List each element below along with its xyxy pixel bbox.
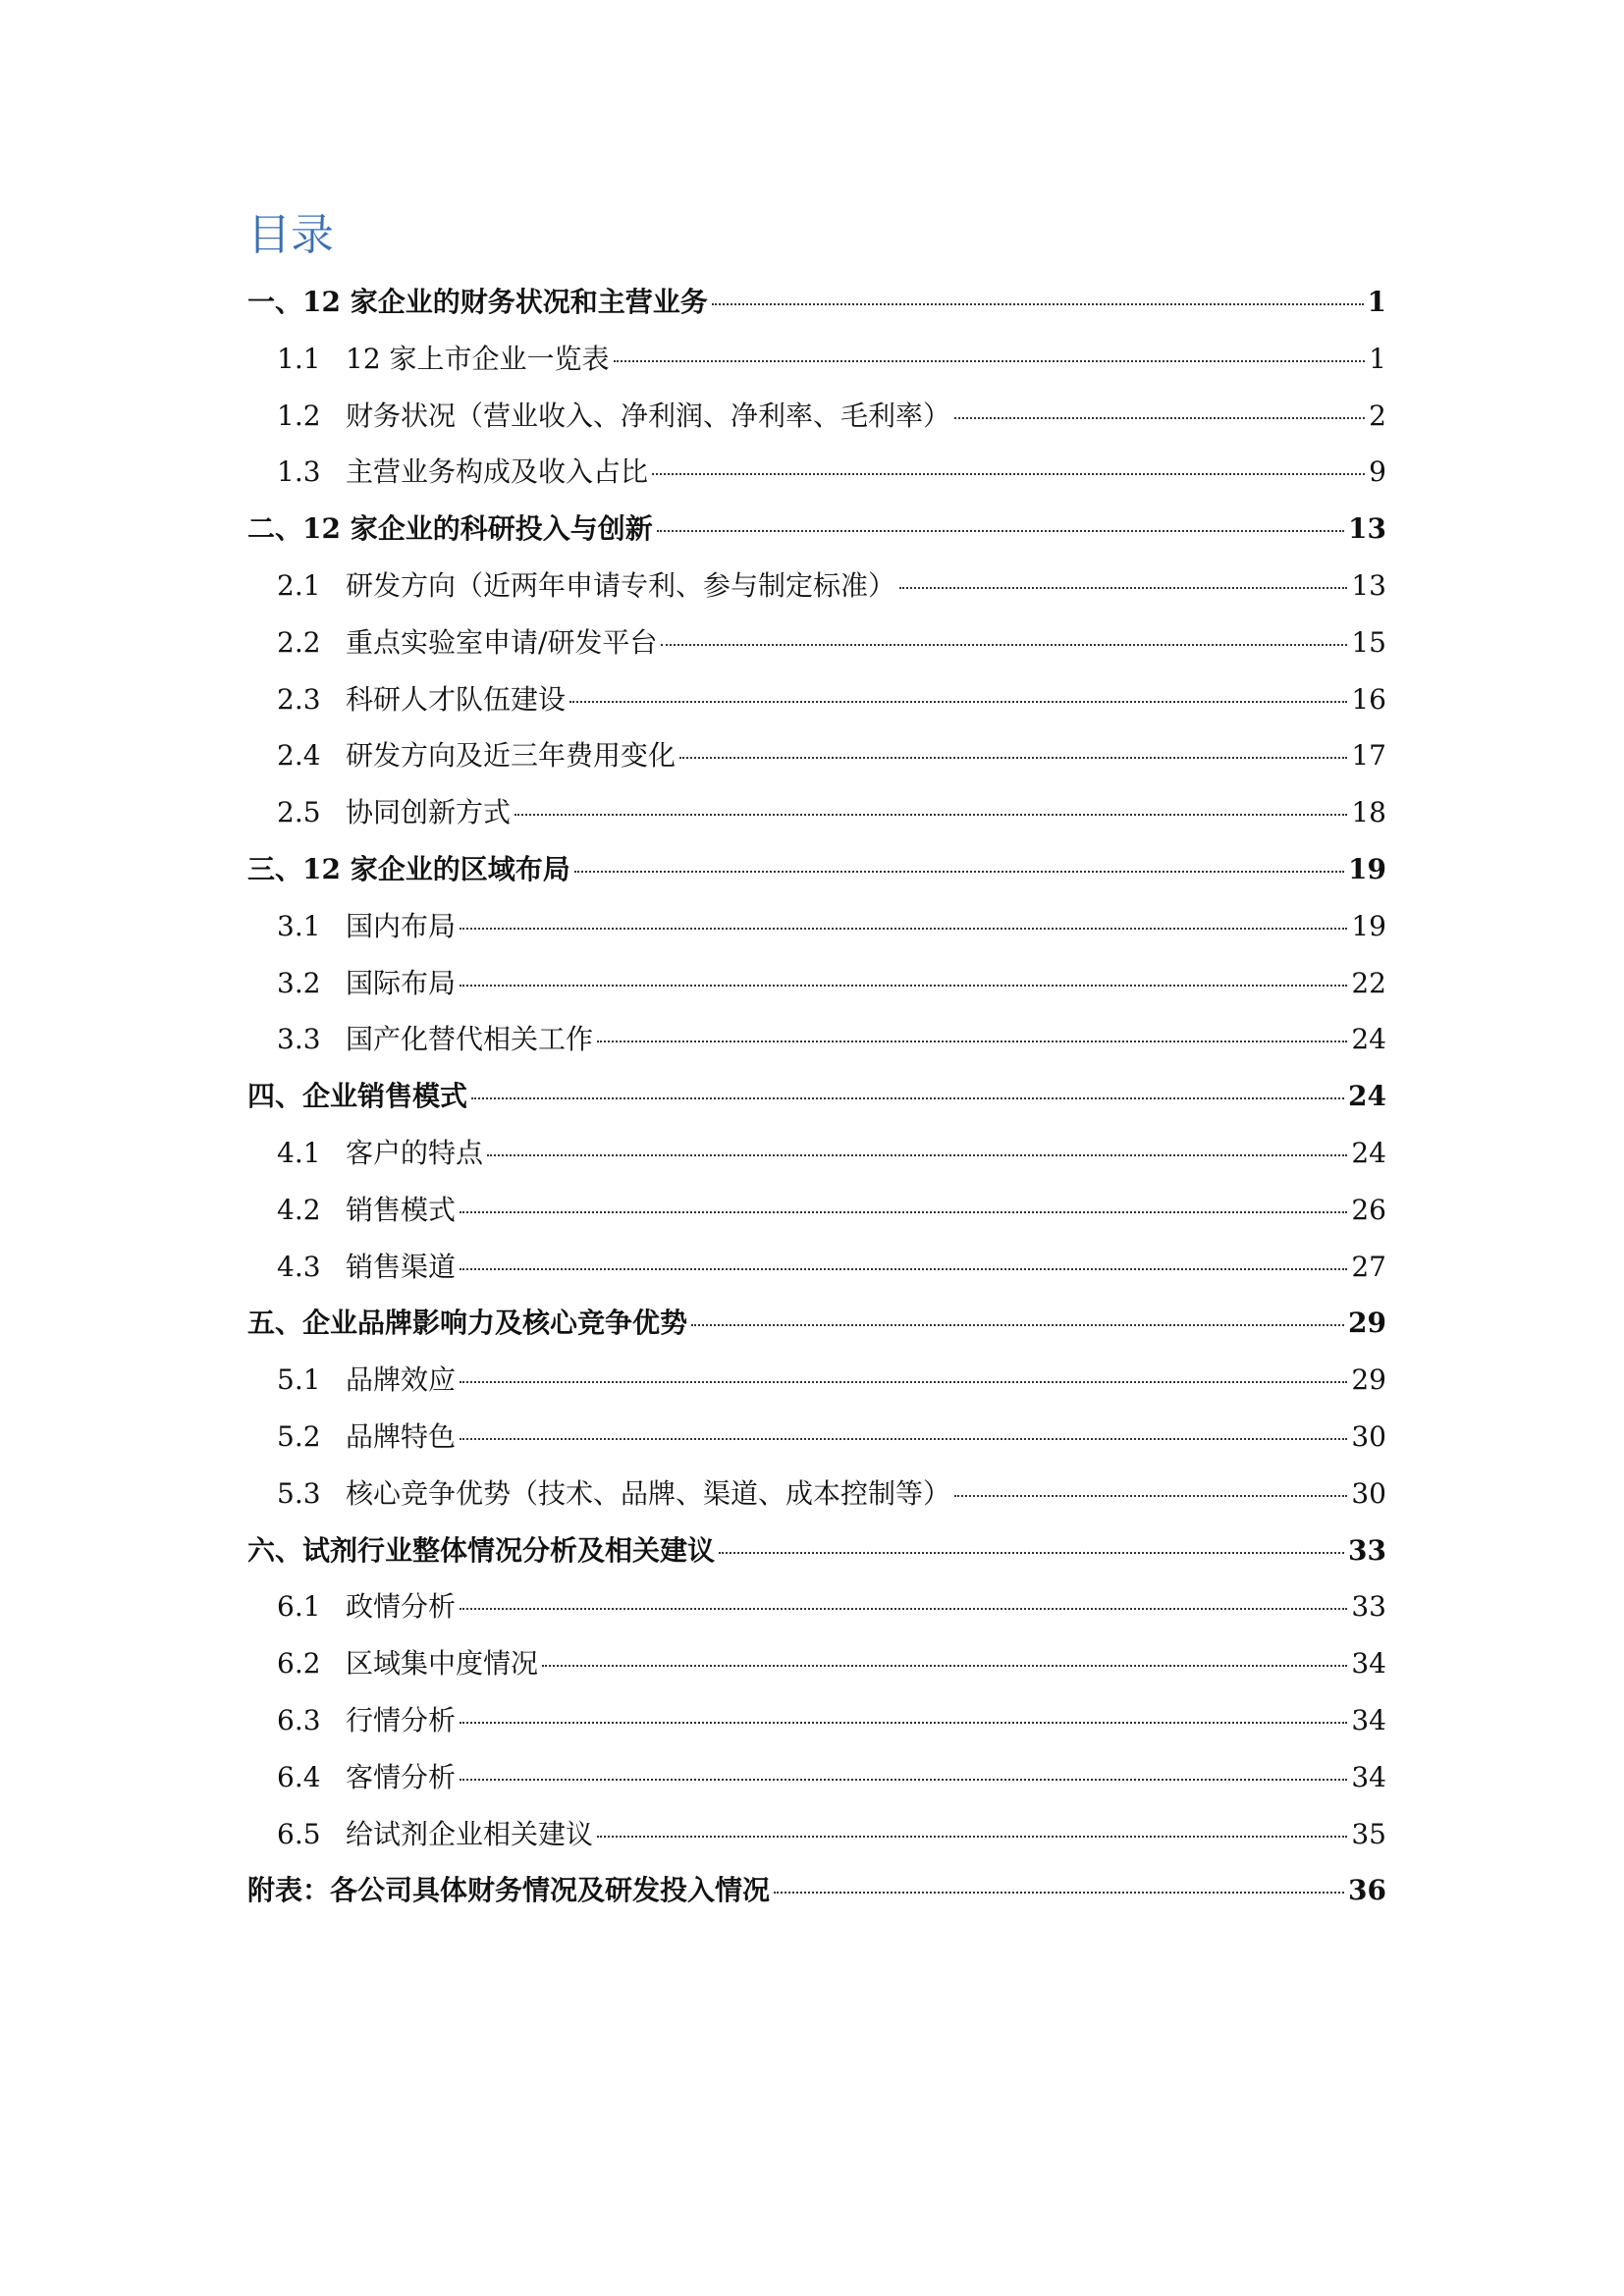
- toc-section-number: 5.1: [277, 1363, 321, 1397]
- toc-chapter-entry[interactable]: [247, 507, 1386, 564]
- toc-page-number: 26: [1351, 1193, 1386, 1226]
- toc-section-number: 1.3: [277, 455, 321, 489]
- toc-section-entry[interactable]: [247, 1756, 1386, 1813]
- toc-entry-text: 行情分析: [346, 1703, 457, 1736]
- toc-entry-text: 区域集中度情况: [346, 1647, 539, 1681]
- toc-dot-leader: [460, 1381, 1347, 1383]
- toc-page-number: 29: [1351, 1363, 1386, 1397]
- toc-dot-leader: [774, 1892, 1344, 1894]
- toc-dot-leader: [661, 644, 1347, 646]
- toc-section-number: 4.3: [277, 1250, 321, 1283]
- toc-page-number: 17: [1351, 739, 1386, 773]
- toc-entry-text: 五、企业品牌影响力及核心竞争优势: [247, 1307, 688, 1340]
- toc-section-entry[interactable]: [247, 905, 1386, 962]
- toc-chapter-entry[interactable]: [247, 1529, 1386, 1586]
- toc-page-number: 30: [1351, 1419, 1386, 1453]
- toc-dot-leader: [954, 417, 1365, 419]
- toc-dot-leader: [460, 1268, 1347, 1270]
- toc-chapter-entry[interactable]: [247, 1075, 1386, 1132]
- toc-dot-leader: [460, 1211, 1347, 1213]
- toc-dot-leader: [460, 928, 1347, 930]
- toc-dot-leader: [597, 1041, 1347, 1042]
- toc-dot-leader: [487, 1154, 1347, 1156]
- toc-entry-text: 研发方向及近三年费用变化: [346, 739, 677, 773]
- toc-dot-leader: [691, 1324, 1344, 1326]
- toc-section-entry[interactable]: [247, 564, 1386, 621]
- toc-section-entry[interactable]: [247, 962, 1386, 1019]
- toc-entry-text: 客户的特点: [346, 1136, 484, 1169]
- toc-entry-text: 三、12 家企业的区域布局: [247, 852, 570, 885]
- toc-dot-leader: [460, 1438, 1347, 1440]
- toc-page-number: 2: [1369, 399, 1386, 432]
- toc-title: 目录: [247, 210, 334, 260]
- toc-entry-text: 二、12 家企业的科研投入与创新: [247, 512, 653, 546]
- toc-page-number: 13: [1351, 568, 1386, 602]
- toc-chapter-entry[interactable]: [247, 281, 1386, 338]
- toc-section-entry[interactable]: [247, 395, 1386, 452]
- toc-page-number: 33: [1348, 1533, 1386, 1567]
- toc-dot-leader: [899, 587, 1347, 589]
- toc-chapter-entry[interactable]: [247, 1302, 1386, 1359]
- toc-section-entry[interactable]: [247, 1813, 1386, 1870]
- toc-section-entry[interactable]: [247, 734, 1386, 791]
- toc-dot-leader: [652, 473, 1365, 475]
- toc-entry-text: 附表：各公司具体财务情况及研发投入情况: [247, 1874, 771, 1907]
- toc-dot-leader: [514, 814, 1347, 816]
- toc-section-entry[interactable]: [247, 678, 1386, 735]
- toc-section-entry[interactable]: [247, 1189, 1386, 1246]
- toc-entry-text: 研发方向（近两年申请专利、参与制定标准）: [346, 568, 896, 602]
- toc-dot-leader: [460, 985, 1347, 987]
- toc-dot-leader: [679, 757, 1347, 759]
- toc-section-number: 5.3: [277, 1476, 321, 1510]
- toc-dot-leader: [460, 1779, 1347, 1781]
- toc-dot-leader: [712, 303, 1364, 305]
- toc-page-number: 22: [1351, 966, 1386, 999]
- toc-page-number: 27: [1351, 1250, 1386, 1283]
- toc-dot-leader: [460, 1608, 1347, 1610]
- toc-page-number: 18: [1351, 796, 1386, 829]
- toc-dot-leader: [574, 871, 1344, 873]
- toc-section-number: 6.4: [277, 1760, 321, 1793]
- toc-section-number: 3.1: [277, 909, 321, 942]
- toc-page-number: 34: [1351, 1760, 1386, 1793]
- toc-page-number: 1: [1369, 342, 1386, 375]
- toc-section-number: 6.1: [277, 1590, 321, 1624]
- toc-entry-text: 12 家上市企业一览表: [346, 342, 610, 375]
- toc-section-number: 6.3: [277, 1703, 321, 1736]
- toc-dot-leader: [460, 1722, 1347, 1724]
- toc-page-number: 24: [1351, 1023, 1386, 1056]
- toc-section-number: 6.2: [277, 1647, 321, 1681]
- toc-page-number: 9: [1369, 455, 1386, 489]
- toc-section-number: 4.1: [277, 1136, 321, 1169]
- toc-entry-text: 六、试剂行业整体情况分析及相关建议: [247, 1533, 716, 1567]
- toc-chapter-entry[interactable]: [247, 848, 1386, 905]
- toc-entry-text: 政情分析: [346, 1590, 457, 1624]
- toc-section-entry[interactable]: [247, 1585, 1386, 1642]
- toc-entry-text: 销售模式: [346, 1193, 457, 1226]
- toc-entry-text: 财务状况（营业收入、净利润、净利率、毛利率）: [346, 399, 951, 432]
- toc-entry-text: 销售渠道: [346, 1250, 457, 1283]
- toc-page-number: 30: [1351, 1476, 1386, 1510]
- toc-page-number: 19: [1348, 852, 1386, 885]
- toc-dot-leader: [614, 360, 1366, 362]
- toc-dot-leader: [542, 1665, 1347, 1667]
- toc-page-number: 34: [1351, 1703, 1386, 1736]
- toc-page-number: 29: [1348, 1307, 1386, 1340]
- toc-section-entry[interactable]: [247, 621, 1386, 678]
- toc-entry-text: 核心竞争优势（技术、品牌、渠道、成本控制等）: [346, 1476, 951, 1510]
- toc-section-number: 1.2: [277, 399, 321, 432]
- toc-page-number: 1: [1367, 286, 1386, 318]
- toc-section-entry[interactable]: [247, 338, 1386, 395]
- toc-section-entry[interactable]: [247, 1642, 1386, 1699]
- toc-page-number: 34: [1351, 1647, 1386, 1681]
- toc-section-number: 2.1: [277, 568, 321, 602]
- toc-dot-leader: [597, 1836, 1347, 1838]
- toc-section-entry[interactable]: [247, 1246, 1386, 1303]
- toc-page-number: 35: [1351, 1817, 1386, 1850]
- toc-page-number: 19: [1351, 909, 1386, 942]
- toc-entry-text: 科研人才队伍建设: [346, 682, 567, 716]
- toc-section-entry[interactable]: [247, 791, 1386, 848]
- toc-entry-text: 重点实验室申请/研发平台: [346, 625, 658, 659]
- toc-section-number: 2.3: [277, 682, 321, 716]
- toc-section-entry[interactable]: [247, 1415, 1386, 1472]
- toc-section-number: 6.5: [277, 1817, 321, 1850]
- toc-chapter-entry[interactable]: [247, 1869, 1386, 1926]
- toc-entry-text: 品牌特色: [346, 1419, 457, 1453]
- toc-page-number: 15: [1351, 625, 1386, 659]
- toc-page-number: 33: [1351, 1590, 1386, 1624]
- toc-entry-text: 国内布局: [346, 909, 457, 942]
- toc-section-number: 2.5: [277, 796, 321, 829]
- toc-section-entry[interactable]: [247, 1132, 1386, 1189]
- toc-section-number: 5.2: [277, 1419, 321, 1453]
- toc-section-entry[interactable]: [247, 1018, 1386, 1075]
- toc-entry-text: 四、企业销售模式: [247, 1080, 468, 1113]
- toc-dot-leader: [657, 530, 1344, 532]
- toc-entry-text: 客情分析: [346, 1760, 457, 1793]
- toc-page-number: 24: [1348, 1080, 1386, 1113]
- toc-dot-leader: [954, 1495, 1347, 1497]
- toc-entry-text: 给试剂企业相关建议: [346, 1817, 594, 1850]
- toc-dot-leader: [471, 1097, 1344, 1099]
- toc-section-entry[interactable]: [247, 1359, 1386, 1415]
- toc-section-number: 1.1: [277, 342, 321, 375]
- toc-entry-text: 国际布局: [346, 966, 457, 999]
- toc-section-number: 3.3: [277, 1023, 321, 1056]
- toc-section-entry[interactable]: [247, 1472, 1386, 1529]
- toc-entry-text: 一、12 家企业的财务状况和主营业务: [247, 286, 708, 318]
- toc-page-number: 16: [1351, 682, 1386, 716]
- toc-page-number: 24: [1351, 1136, 1386, 1169]
- toc-section-number: 3.2: [277, 966, 321, 999]
- toc-entry-text: 主营业务构成及收入占比: [346, 455, 649, 489]
- toc-entry-text: 品牌效应: [346, 1363, 457, 1397]
- toc-section-number: 4.2: [277, 1193, 321, 1226]
- toc-section-entry[interactable]: [247, 1699, 1386, 1756]
- toc-section-number: 2.4: [277, 739, 321, 773]
- toc-list: [247, 281, 1386, 1926]
- toc-page-number: 13: [1348, 512, 1386, 546]
- toc-section-entry[interactable]: [247, 451, 1386, 507]
- toc-page-number: 36: [1348, 1874, 1386, 1907]
- toc-entry-text: 国产化替代相关工作: [346, 1023, 594, 1056]
- toc-section-number: 2.2: [277, 625, 321, 659]
- toc-dot-leader: [719, 1552, 1344, 1554]
- toc-entry-text: 协同创新方式: [346, 796, 512, 829]
- toc-dot-leader: [569, 701, 1347, 703]
